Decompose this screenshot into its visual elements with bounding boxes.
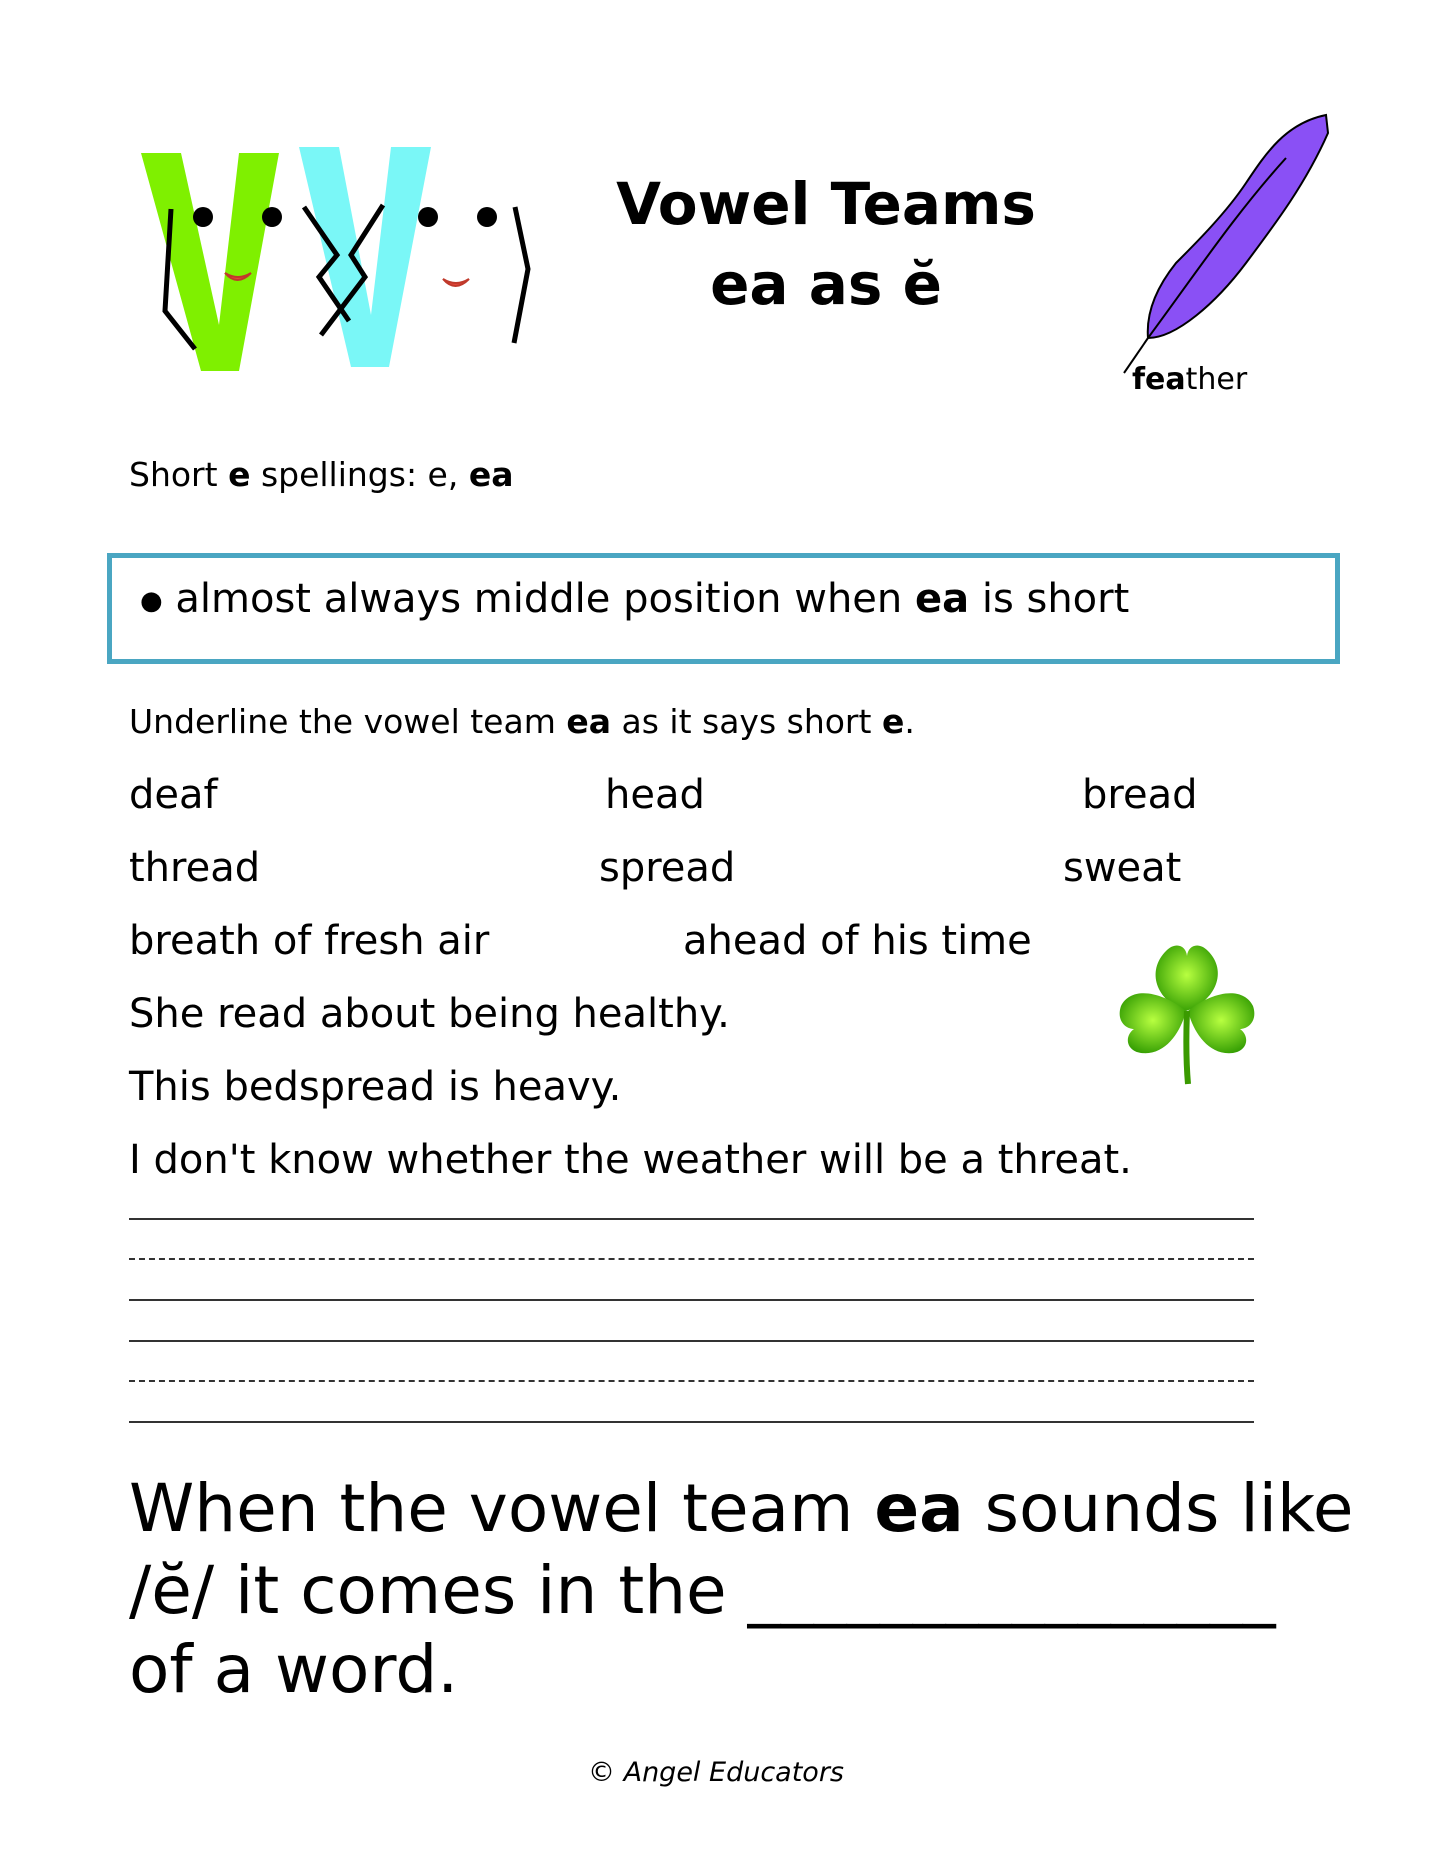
vowel-team-logo [141,145,561,375]
instruction-middle: as it says short [611,702,882,741]
writing-line[interactable] [129,1218,1254,1220]
footer [588,1757,844,1788]
word: sweat [1063,845,1182,891]
writing-line[interactable] [129,1340,1254,1342]
title-line-2: ea as ĕ [710,250,942,318]
instruction-before: Underline the vowel team [129,702,567,741]
writing-line-dashed[interactable] [129,1380,1254,1382]
rule-bold: ea [914,576,970,622]
word: spread [599,845,736,891]
writing-line-dashed[interactable] [129,1258,1254,1260]
conclusion-line-2 [129,1552,1276,1629]
phrase: ahead of his time [683,918,1032,964]
bullet-icon: ● [140,586,163,616]
instruction [129,702,915,741]
word: deaf [129,772,218,818]
writing-line[interactable] [129,1421,1254,1423]
instruction-bold-ea: ea [566,702,612,741]
footer-author: Angel Educators [623,1757,844,1788]
rule-box-text [140,576,1129,622]
conclusion-line-3: of a word. [129,1631,459,1708]
fill-in-blank[interactable]: ________________ [747,1552,1276,1629]
instruction-after: . [904,702,915,741]
sentence: She read about being healthy. [129,991,730,1037]
spellings-bold-ea: ea [468,455,514,494]
title-line-1: Vowel Teams [616,170,1036,238]
feather-caption-bold: fea [1132,362,1186,397]
feather-caption-rest: ther [1185,362,1248,397]
spellings-middle: spellings: e, [250,455,469,494]
conclusion-bold: ea [874,1470,964,1547]
feather-icon [1116,113,1331,378]
instruction-bold-e: e [881,702,905,741]
shamrock-icon [1116,931,1258,1086]
conclusion-after: sounds like [963,1470,1354,1547]
spellings-bold-e: e [228,455,251,494]
writing-line[interactable] [129,1299,1254,1301]
word: thread [129,845,261,891]
short-e-spellings [129,455,514,494]
rule-after: is short [969,576,1130,622]
phrase: breath of fresh air [129,918,490,964]
spellings-prefix: Short [129,455,229,494]
word: bread [1082,772,1198,818]
conclusion-line-1 [129,1470,1353,1547]
sentence: I don't know whether the weather will be a threat. [129,1137,1132,1183]
sentence: This bedspread is heavy. [129,1064,622,1110]
rule-before: almost always middle position when [175,576,915,622]
conclusion-before: When the vowel team [129,1470,875,1547]
conclusion-line-2-text: /ĕ/ it comes in the [129,1552,748,1629]
word: head [605,772,705,818]
copyright-icon: © [588,1757,615,1788]
feather-caption [1132,362,1247,397]
